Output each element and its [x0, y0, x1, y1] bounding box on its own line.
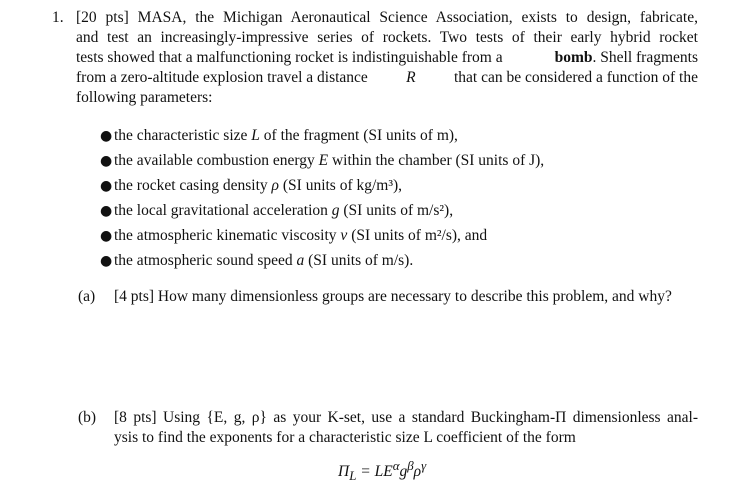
- item-symbol: ρ: [271, 177, 279, 194]
- problem-line-3: [76, 48, 698, 68]
- bullet-icon: ●: [100, 178, 113, 194]
- bomb-word: bomb: [554, 49, 593, 66]
- item-pre: the characteristic size: [114, 127, 252, 144]
- item-pre: the atmospheric kinematic viscosity: [114, 227, 341, 244]
- list-item: [114, 176, 402, 196]
- part-a-label: (a): [78, 288, 96, 305]
- line3-tail: . Shell fragments: [592, 49, 698, 66]
- bullet-icon: ●: [100, 203, 113, 219]
- part-a-text: [4 pts] How many dimensionless groups are necessary to describe this problem, and why?: [114, 288, 672, 305]
- list-item: [114, 226, 487, 246]
- problem-line-2: and test an increasingly-impressive series of rockets. Two tests of their early hybrid rocket: [76, 29, 698, 46]
- problem-line-5: following parameters:: [76, 89, 213, 106]
- line3-end: [555, 48, 698, 68]
- item-pre: the rocket casing density: [114, 177, 272, 194]
- item-symbol: ν: [340, 227, 348, 244]
- list-item: [114, 251, 413, 271]
- line4-tail: that can be considered a function of the: [453, 69, 698, 86]
- item-post: (SI units of kg/m³),: [279, 177, 403, 194]
- bullet-icon: ●: [100, 128, 113, 144]
- problem-number: 1.: [52, 9, 64, 26]
- part-b-label: (b): [78, 409, 97, 426]
- item-symbol: E: [318, 152, 329, 169]
- item-pre: the atmospheric sound speed: [114, 252, 297, 269]
- formula: [338, 456, 426, 486]
- list-item: [114, 126, 458, 146]
- list-item: [114, 201, 453, 221]
- part-b-line-1: [8 pts] Using {E, g, ρ} as your K-set, use a standard Buckingham-Π dimensionless anal-: [114, 409, 698, 426]
- list-item: [114, 151, 544, 171]
- bullet-icon: ●: [100, 153, 113, 169]
- item-post: (SI units of m/s²),: [339, 202, 454, 219]
- item-pre: the available combustion energy: [114, 152, 319, 169]
- item-pre: the local gravitational acceleration: [114, 202, 332, 219]
- problem-line-4: [76, 68, 698, 88]
- item-post: (SI units of m/s).: [304, 252, 414, 269]
- item-symbol: L: [251, 127, 260, 144]
- item-post: (SI units of m²/s), and: [347, 227, 488, 244]
- bullet-icon: ●: [100, 253, 113, 269]
- item-symbol: a: [296, 252, 305, 269]
- part-b-line-2: ysis to find the exponents for a characteristic size L coefficient of the form: [114, 429, 576, 446]
- item-post: within the chamber (SI units of J),: [328, 152, 545, 169]
- bullet-icon: ●: [100, 228, 113, 244]
- item-post: of the fragment (SI units of m),: [259, 127, 458, 144]
- item-symbol: g: [331, 202, 340, 219]
- line4-text: from a zero-altitude explosion travel a distance: [76, 69, 368, 86]
- formula-text: $\Pi_L = LE^\alpha g^\beta\rho^\gamma$: [338, 458, 427, 484]
- problem-line-1: [20 pts] MASA, the Michigan Aeronautical Science Association, exists to design, fabricate,: [76, 9, 698, 26]
- line3-text: tests showed that a malfunctioning rocket is indistinguishable from a: [76, 49, 503, 66]
- symbol-R: R: [406, 69, 416, 86]
